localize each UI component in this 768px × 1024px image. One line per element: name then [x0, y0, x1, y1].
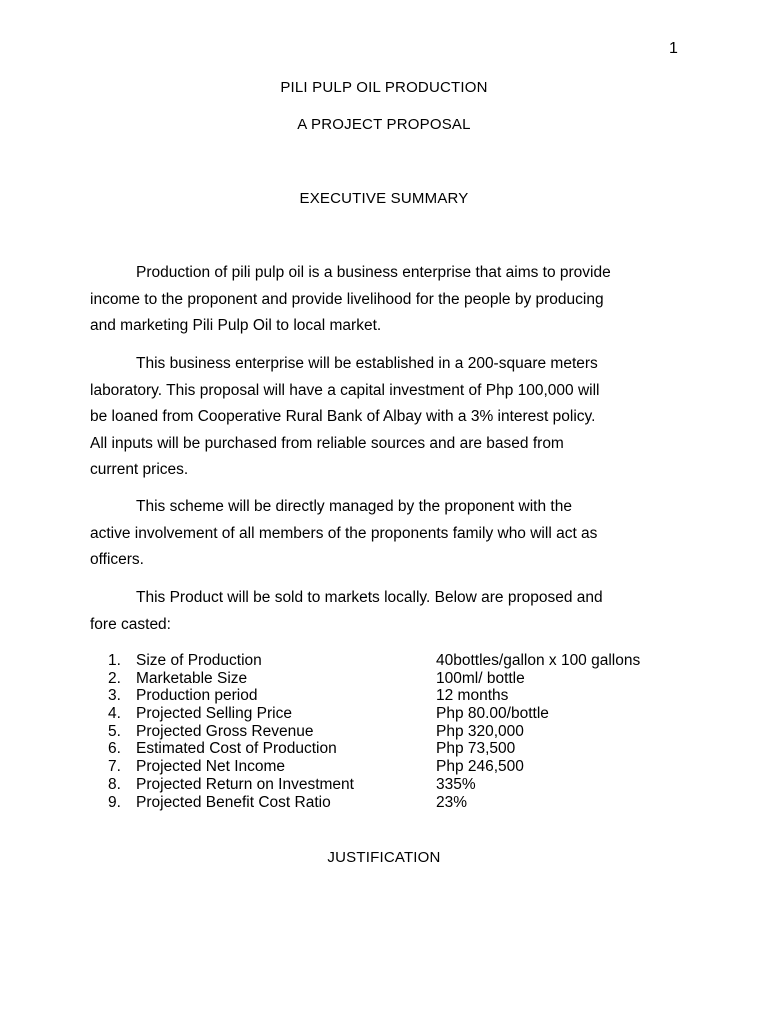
list-item [108, 740, 640, 758]
list-item [108, 776, 640, 794]
list-item-number: 4. [108, 705, 121, 723]
paragraph-line: and marketing Pili Pulp Oil to local market. [90, 317, 382, 334]
list-item-number: 2. [108, 669, 121, 687]
list-item-value: 335% [436, 775, 476, 793]
list-item [108, 758, 640, 776]
paragraph-line: officers. [90, 551, 144, 568]
list-item-label: Marketable Size [136, 669, 248, 687]
list-item-value: Php 246,500 [436, 758, 524, 776]
list-item-label: Projected Return on Investment [136, 775, 354, 793]
list-item-number: 7. [108, 758, 121, 776]
list-item-label: Projected Benefit Cost Ratio [136, 793, 331, 811]
section-heading-executive-summary: EXECUTIVE SUMMARY [299, 190, 469, 207]
list-item-value: Php 80.00/bottle [436, 705, 549, 723]
list-item-value: Php 73,500 [436, 740, 516, 758]
paragraph-line: This business enterprise will be established in a 200-square meters [136, 355, 598, 372]
paragraph-line: be loaned from Cooperative Rural Bank of Albay with a 3% interest policy. [90, 408, 596, 425]
page-number: 1 [669, 40, 678, 57]
section-heading-justification: JUSTIFICATION [327, 849, 441, 866]
paragraph-line: active involvement of all members of the proponents family who will act as [90, 524, 598, 542]
list-item-label: Projected Selling Price [136, 705, 292, 723]
paragraph-3 [90, 494, 597, 574]
paragraph-line: This scheme will be directly managed by the proponent with the [136, 498, 572, 515]
list-item-number: 6. [108, 740, 121, 758]
list-item-number: 8. [108, 775, 121, 793]
list-item [108, 705, 640, 723]
list-item-value: 23% [436, 793, 468, 811]
paragraph-line: fore casted: [90, 615, 171, 633]
document-title: PILI PULP OIL PRODUCTION [280, 79, 488, 96]
list-item-label: Size of Production [136, 652, 262, 669]
list-item-number: 5. [108, 722, 121, 740]
paragraph-line: This Product will be sold to markets locally. Below are proposed and [136, 589, 603, 606]
document-subtitle: A PROJECT PROPOSAL [297, 116, 471, 133]
list-item-value: 100ml/ bottle [436, 669, 525, 687]
list-item [108, 794, 640, 812]
paragraph-4 [90, 585, 603, 638]
paragraph-2 [90, 351, 599, 484]
paragraph-line: laboratory. This proposal will have a capital investment of Php 100,000 will [90, 381, 600, 399]
list-item-label: Projected Net Income [136, 758, 286, 776]
paragraph-line: current prices. [90, 461, 189, 478]
list-item-value: 40bottles/gallon x 100 gallons [436, 652, 641, 669]
list-item-number: 9. [108, 793, 121, 811]
list-item-value: Php 320,000 [436, 722, 524, 740]
projection-list [108, 652, 640, 811]
list-item [108, 670, 640, 688]
list-item-label: Estimated Cost of Production [136, 740, 337, 758]
list-item-number: 1. [108, 652, 121, 669]
list-item [108, 723, 640, 741]
paragraph-line: All inputs will be purchased from reliable sources and are based from [90, 434, 564, 452]
paragraph-line: income to the proponent and provide livelihood for the people by producing [90, 290, 604, 308]
list-item [108, 652, 640, 670]
list-item [108, 687, 640, 705]
paragraph-1 [90, 260, 611, 340]
list-item-label: Production period [136, 687, 258, 705]
list-item-value: 12 months [436, 687, 509, 705]
list-item-number: 3. [108, 687, 121, 705]
list-item-label: Projected Gross Revenue [136, 722, 314, 740]
paragraph-line: Production of pili pulp oil is a business enterprise that aims to provide [136, 264, 611, 281]
